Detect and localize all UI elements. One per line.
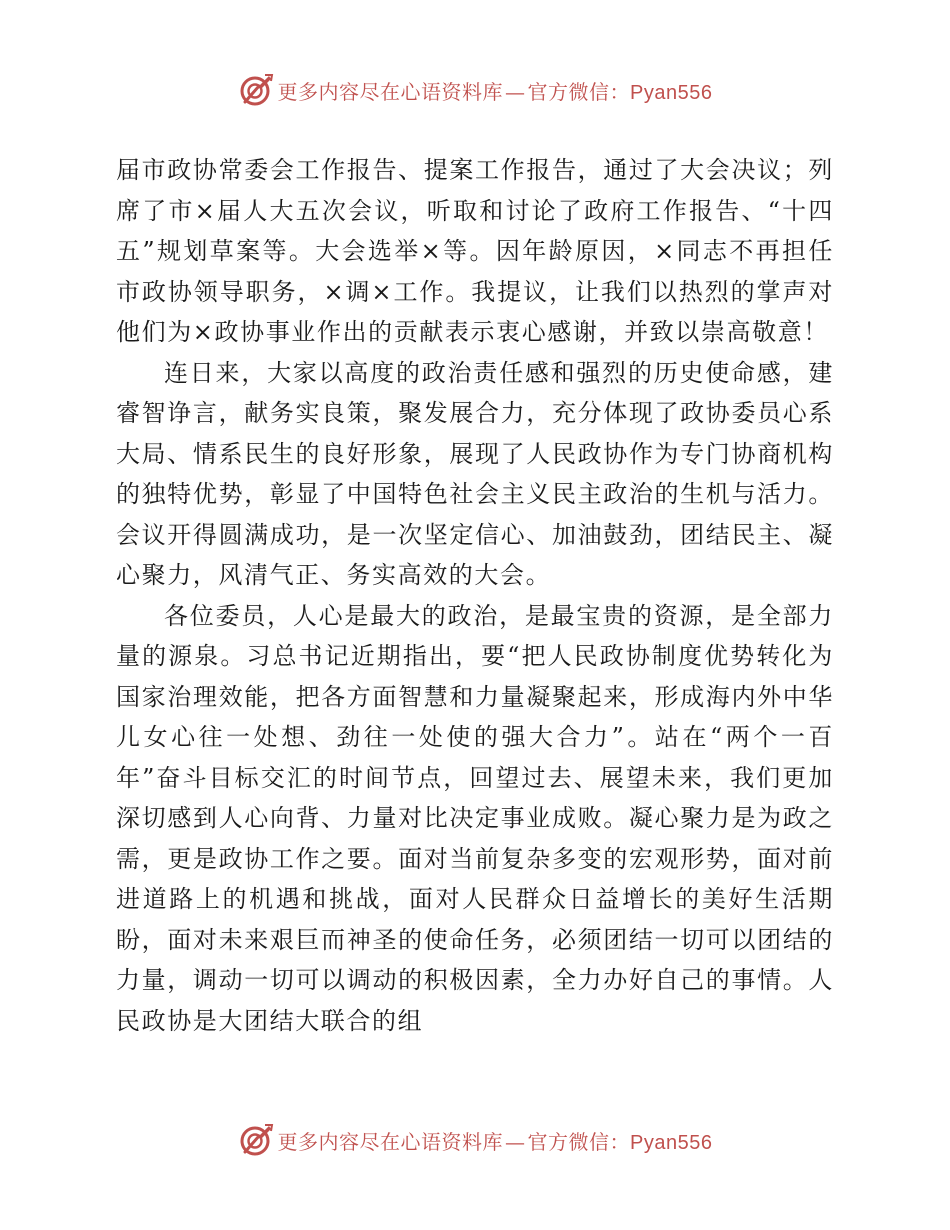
footer-banner [0, 1118, 950, 1162]
wechat-id: Pyan556 [630, 1131, 713, 1154]
paragraph-3: 各位委员，人心是最大的政治，是最宝贵的资源，是全部力量的源泉。习总书记近期指出，要“把人民政协制度优势转化为国家治理效能，把各方面智慧和力量凝聚起来，形成海内外中华儿女心往一处想、劲往一处使的强大合力”。站在“两个一百年”奋斗目标交汇的时间节点，回望过去、展望未来，我们更加深切感到人心向背、力量对比决定事业成败。凝心聚力是为政之需，更是政协工作之要。面对当前复杂多变的宏观形势，面对前进道路上的机遇和挑战，面对人民群众日益增长的美好生活期盼，面对未来艰巨而神圣的使命任务，必须团结一切可以团结的力量，调动一切可以调动的积极因素，全力办好自己的事情。人民政协是大团结大联合的组 [116, 601, 834, 1035]
document-body [116, 150, 834, 1041]
banner-separator: — [505, 1129, 526, 1154]
header-banner-text [278, 76, 713, 105]
paragraph-2: 连日来，大家以高度的政治责任感和强烈的历史使命感，建睿智诤言，献务实良策，聚发展合力，充分体现了政协委员心系大局、情系民生的良好形象，展现了人民政协作为专门协商机构的独特优势，彰显了中国特色社会主义民主政治的生机与活力。会议开得圆满成功，是一次坚定信心、加油鼓劲，团结民主、凝心聚力，风清气正、务实高效的大会。 [116, 358, 834, 589]
banner-separator: — [505, 79, 526, 104]
header-banner [0, 68, 950, 112]
paragraph-1: 届市政协常委会工作报告、提案工作报告，通过了大会决议；列席了市×届人大五次会议，听取和讨论了政府工作报告、“十四五”规划草案等。大会选举×等。因年龄原因，×同志不再担任市政协领导职务，×调×工作。我提议，让我们以热烈的掌声对他们为×政协事业作出的贡献表示衷心感谢，并致以崇高敬意！ [116, 156, 834, 346]
footer-banner-text [278, 1126, 713, 1155]
banner-label: 官方微信： [527, 1129, 631, 1154]
brand-logo-icon [238, 72, 274, 108]
banner-title: 更多内容尽在心语资料库 [277, 1129, 504, 1154]
banner-title: 更多内容尽在心语资料库 [277, 79, 504, 104]
wechat-id: Pyan556 [630, 81, 713, 104]
banner-label: 官方微信： [527, 79, 631, 104]
brand-logo-icon [238, 1122, 274, 1158]
